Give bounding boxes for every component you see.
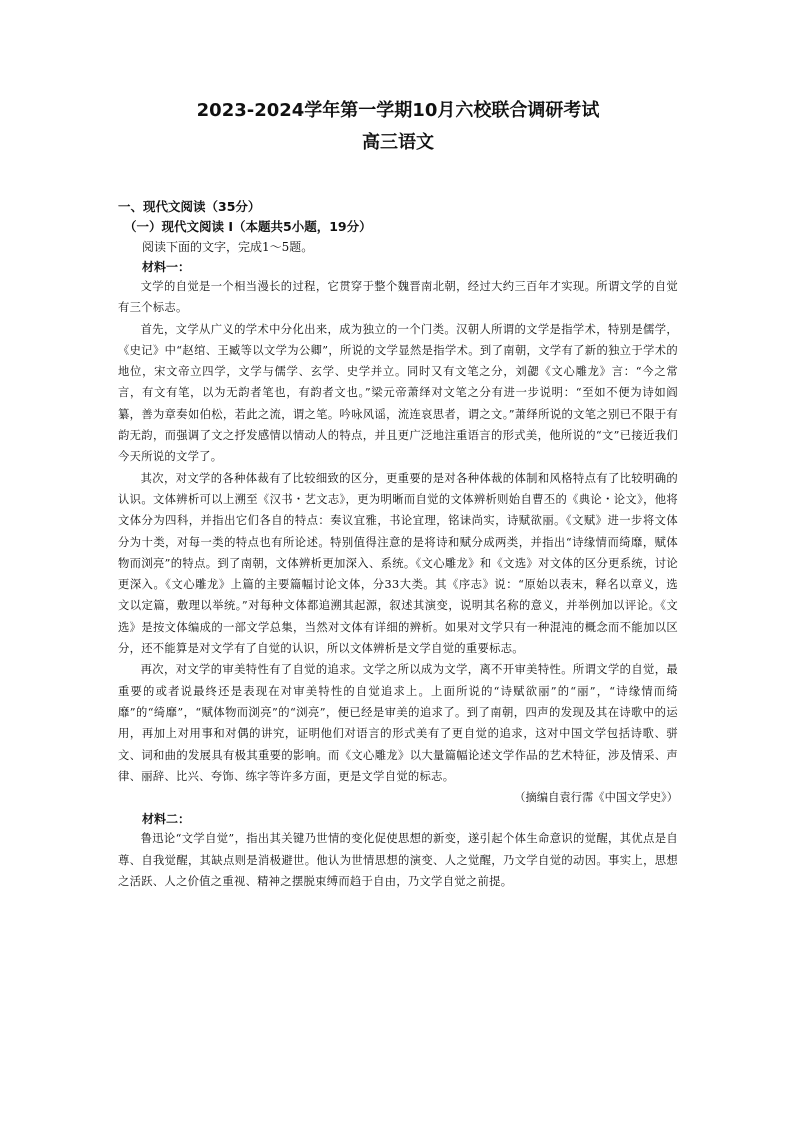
- reading-instruction: 阅读下面的文字，完成1～5题。: [142, 240, 314, 254]
- material-two-paragraph-1: 鲁迅论“文学自觉”，指出其关键乃世情的变化促使思想的新变，遂引起个体生命意识的觉醒，其优点是自尊、自我觉醒，其缺点则是消极避世。他认为世情思想的演变、人之觉醒，乃文学自觉的动因。事实上，思想之活跃、人之价值之重视、精神之摆脱束缚而趋于自由，乃文学自觉之前提。: [118, 832, 678, 889]
- material-one-paragraph-4: 再次，对文学的审美特性有了自觉的追求。文学之所以成为文学，离不开审美特性。所谓文学的自觉，最重要的或者说最终还是表现在对审美特性的自觉追求上。上面所说的“诗赋欲丽”的“丽”，“诗缘情而绮靡”的“绮靡”，“赋体物而浏亮”的“浏亮”，便已经是审美的追求了。到了南朝，四声的发现及其在诗歌中的运用，再加上对用事和对偶的讲究，证明他们对语言的形式美有了更自觉的追求，这对中国文学包括诗歌、骈文、词和曲的发展具有极其重要的影响。而《文心雕龙》以大量篇幅论述文学作品的艺术特征，涉及情采、声律、丽辞、比兴、夸饰、练字等许多方面，更是文学自觉的标志。: [118, 663, 678, 783]
- material-two-label: 材料二：: [142, 812, 191, 827]
- exam-subject: 高三语文: [362, 132, 434, 153]
- material-one-paragraph-1: 文学的自觉是一个相当漫长的过程，它贯穿于整个魏晋南北朝，经过大约三百年才实现。所谓文学的自觉有三个标志。: [118, 280, 678, 315]
- exam-title: 2023-2024学年第一学期10月六校联合调研考试: [196, 100, 600, 121]
- material-one-paragraph-3: 其次，对文学的各种体裁有了比较细致的区分，更重要的是对各种体裁的体制和风格特点有了比较明确的认识。文体辨析可以上溯至《汉书・艺文志》，更为明晰而自觉的文体辨析则始自曹丕的《典论・论文》，他将文体分为四科，并指出它们各自的特点：奏议宜雅，书论宜理，铭诔尚实，诗赋欲丽。《文赋》进一步将文体分为十类，对每一类的特点也有所论述。特别值得注意的是将诗和赋分成两类，并指出“诗缘情而绮靡，赋体物而浏亮”的特点。到了南朝，文体辨析更加深入、系统。《文心雕龙》和《文选》对文体的区分更系统，讨论更深入。《文心雕龙》上篇的主要篇幅讨论文体，分33大类。其《序志》说：“原始以表末，释名以章义，选文以定篇，敷理以举统。”对每种文体都追溯其起源，叙述其演变，说明其名称的意义，并举例加以评论。《文选》是按文体编成的一部文学总集，当然对文体有详细的辨析。如果对文学只有一种混沌的概念而不能加以区分，还不能算是对文学有了自觉的认识，所以文体辨析是文学自觉的重要标志。: [118, 471, 678, 656]
- exam-page: [118, 96, 678, 892]
- material-one-paragraph-2: 首先，文学从广义的学术中分化出来，成为独立的一个门类。汉朝人所谓的文学是指学术，特别是儒学，《史记》中“赵绾、王臧等以文学为公卿”，所说的文学显然是指学术。到了南朝，文学有了新的独立于学术的地位，宋文帝立四学，文学与儒学、玄学、史学并立。同时又有文笔之分，刘勰《文心雕龙》言：“今之常言，有文有笔，以为无韵者笔也，有韵者文也。”梁元帝萧绎对文笔之分有进一步说明：“至如不便为诗如阎纂，善为章奏如伯松，若此之流，谓之笔。吟咏风谣，流连哀思者，谓之文。”萧绎所说的文笔之别已不限于有韵无韵，而强调了文之抒发感情以情动人的特点，并且更广泛地注重语言的形式美，他所说的“文”已接近我们今天所说的文学了。: [118, 322, 678, 464]
- material-one-source: （摘编自袁行霈《中国文学史》）: [514, 791, 678, 805]
- section-heading: 一、现代文阅读（35分）: [118, 199, 261, 214]
- material-one-label: 材料一：: [142, 260, 191, 274]
- subsection-heading: （一）现代文阅读 I（本题共5小题，19分）: [124, 219, 372, 234]
